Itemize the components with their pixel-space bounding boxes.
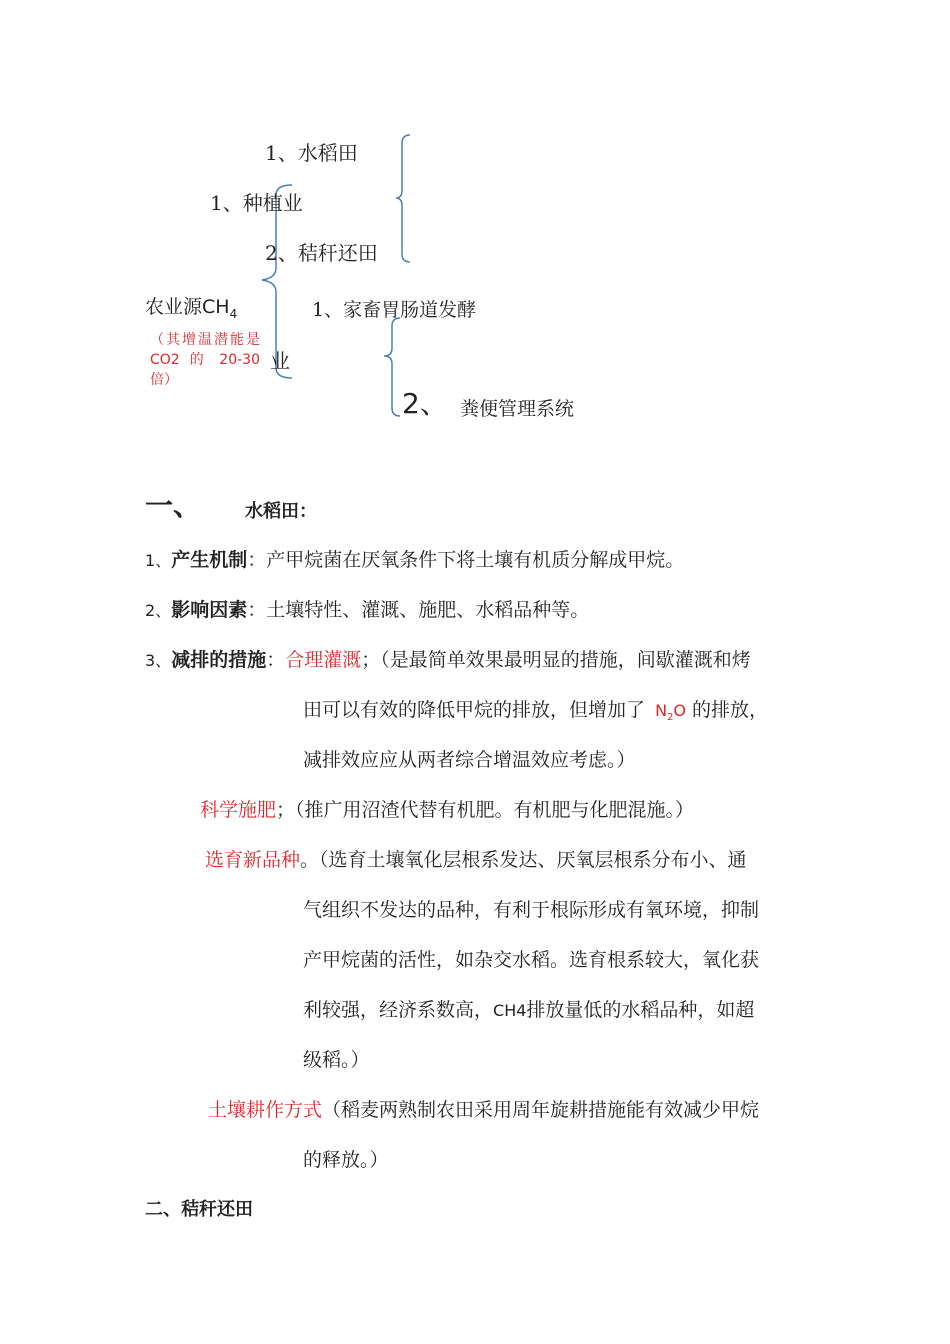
para-num: 2、 [145, 601, 172, 620]
measure-variety-line4-a: 利较强，经济系数高， [303, 999, 494, 1021]
measure-sep: ； [276, 799, 296, 821]
measure-fertilizer-text: （推广用沼渣代替有机肥。有机肥与化肥混施。） [295, 799, 695, 821]
section1-heading-num: 一、 [145, 489, 202, 522]
diagram-item-planting: 1、种植业 [210, 191, 303, 215]
measure-variety-line5: 级稻。） [303, 1049, 370, 1071]
measure-variety-line4 [303, 995, 754, 1022]
para-text: 土壤特性、灌溉、施肥、水稻品种等。 [266, 599, 590, 621]
para-text: 产甲烷菌在厌氧条件下将土壤有机质分解成甲烷。 [266, 549, 685, 571]
para-label: 产生机制 [171, 549, 248, 571]
measure-irrigation-line1: （是最简单效果最明显的措施，间歇灌溉和烤 [380, 649, 751, 671]
measure-variety [205, 845, 747, 872]
measure-fertilizer-name: 科学施肥 [200, 799, 277, 821]
diagram-livestock-suffix: 业 [270, 349, 290, 373]
root-label: 农业源 [145, 296, 203, 318]
brace-diagram [0, 0, 950, 460]
measure-irrigation-line3: 减排效应应从两者综合增温效应考虑。） [303, 749, 636, 771]
para-mechanism [145, 545, 684, 572]
measure-tillage [208, 1095, 759, 1122]
para-num: 3、 [145, 651, 172, 670]
measure-sep: ； [361, 649, 381, 671]
root-subscript: 4 [229, 306, 238, 321]
para-factors [145, 595, 589, 622]
measure-variety-line2: 气组织不发达的品种，有利于根际形成有氧环境，抑制 [303, 899, 760, 921]
measure-tillage-line1: （稻麦两熟制农田采用周年旋耕措施能有效减少甲烷 [322, 1099, 760, 1121]
para-label: 减排的措施 [171, 649, 267, 671]
measure-fertilizer [200, 795, 694, 822]
measure-irrigation-line2-b: 的排放， [692, 699, 769, 721]
diagram-item-straw: 2、秸秆还田 [265, 241, 378, 265]
measure-sep: 。 [300, 849, 320, 871]
diagram-root [145, 292, 237, 321]
measure-variety-name: 选育新品种 [205, 849, 301, 871]
n2o-o: O [673, 701, 686, 720]
measure-variety-line1: （选育土壤氧化层根系发达、厌氧层根系分布小、通 [319, 849, 747, 871]
diagram-item-manure-num: 2、 [402, 387, 448, 420]
brace-livestock [384, 318, 400, 416]
measure-irrigation-name: 合理灌溉 [285, 649, 362, 671]
para-colon: ： [247, 549, 267, 571]
para-colon: ： [266, 649, 286, 671]
section1-heading-text: 水稻田： [245, 501, 317, 522]
measure-tillage-line2: 的释放。） [303, 1149, 389, 1171]
para-measures [145, 645, 751, 672]
para-num: 1、 [145, 551, 172, 570]
root-formula: CH [202, 296, 230, 318]
measure-irrigation-line2-a: 田可以有效的降低甲烷的排放，但增加了 [303, 699, 646, 721]
diagram-item-rice: 1、水稻田 [265, 141, 358, 165]
measure-tillage-name: 土壤耕作方式 [208, 1099, 323, 1121]
diagram-item-manure-text: 粪便管理系统 [460, 398, 575, 420]
section2-heading: 二、秸秆还田 [145, 1199, 253, 1220]
diagram-item-enteric: 1、家畜胃肠道发酵 [312, 299, 477, 321]
measure-variety-line3: 产甲烷菌的活性，如杂交水稻。选育根系较大，氧化获 [303, 949, 760, 971]
measure-irrigation-line2 [303, 695, 768, 723]
diagram-note: （其增温潜能是 CO2 的 20-30 倍） [150, 332, 260, 388]
n2o-formula [655, 701, 686, 724]
n2o-sub: 2 [667, 712, 674, 724]
measure-variety-line4-b: 排放量低的水稻品种，如超 [526, 999, 755, 1021]
para-colon: ： [247, 599, 267, 621]
n2o-n: N [655, 701, 668, 720]
para-label: 影响因素 [171, 599, 248, 621]
ch4-formula: CH4 [493, 1001, 527, 1020]
brace-planting [396, 135, 410, 262]
